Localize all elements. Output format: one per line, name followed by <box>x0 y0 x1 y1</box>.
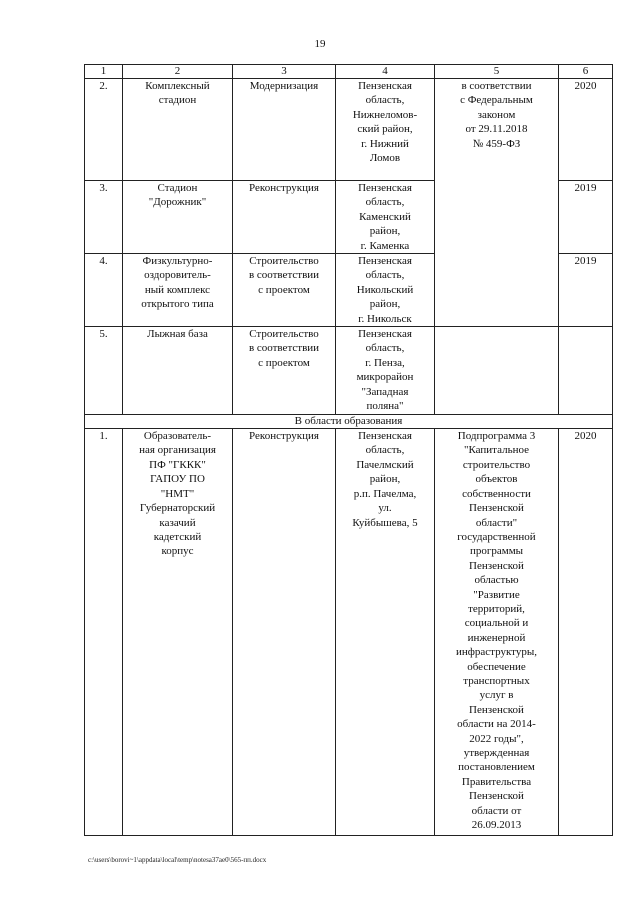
cell-line: г. Каменка <box>360 239 410 252</box>
location <box>336 327 435 415</box>
cell-line: ная организация <box>139 444 216 457</box>
cell-line: Пензенская <box>358 255 412 268</box>
cell-line: казачий <box>159 516 196 529</box>
cell-line: Строительство <box>249 255 319 268</box>
cell-line: Ломов <box>369 152 401 165</box>
cell-line: г. Нижний <box>361 137 409 150</box>
cell-line: 26.09.2013 <box>471 819 522 832</box>
column-number: 3 <box>233 65 336 79</box>
cell-line: область, <box>365 444 405 457</box>
column-number: 6 <box>559 65 613 79</box>
cell-line: кадетский <box>153 530 202 543</box>
cell-line: Физкультурно- <box>142 255 213 268</box>
cell-line: Пензенской <box>469 703 524 716</box>
work-type <box>233 254 336 327</box>
cell-line: законом <box>477 108 516 121</box>
cell-line: корпус <box>161 545 194 558</box>
object-name <box>123 254 233 327</box>
cell-line: Пензенской <box>469 559 524 572</box>
cell-line: область, <box>365 269 405 282</box>
cell-line: Строительство <box>249 328 319 341</box>
work-type <box>233 79 336 181</box>
object-name <box>123 79 233 181</box>
cell-line: области от <box>471 804 522 817</box>
cell-line: "НМТ" <box>160 487 195 500</box>
cell-line: Каменский <box>359 210 411 223</box>
location <box>336 79 435 181</box>
work-type <box>233 429 336 836</box>
column-number-row <box>85 65 613 79</box>
cell-line: Лыжная база <box>147 328 208 341</box>
cell-line: № 459-ФЗ <box>472 137 521 150</box>
cell-line: обеспечение <box>467 660 526 673</box>
cell-line: Пензенской <box>469 790 524 803</box>
page-number: 19 <box>314 38 326 50</box>
object-name <box>123 181 233 254</box>
file-path: c:\users\borovi~1\appdata\local\temp\notesa37ae0\565-пп.docx <box>88 856 267 864</box>
cell-line: Пензенская <box>358 182 412 194</box>
cell-line: оздоровитель- <box>144 269 211 282</box>
row-number: 4. <box>85 254 123 327</box>
cell-line: Куйбышева, 5 <box>352 516 418 529</box>
cell-line: Правительства <box>461 775 532 788</box>
cell-line: ный комплекс <box>144 283 211 296</box>
year: 2020 <box>559 79 613 181</box>
cell-line: 2022 годы", <box>469 732 524 745</box>
cell-line: собственности <box>462 487 531 500</box>
cell-line: государственной <box>457 530 536 543</box>
legal-basis <box>435 429 559 836</box>
section-title: В области образования <box>85 415 613 429</box>
table-row <box>85 327 613 415</box>
cell-line: строительство <box>462 458 531 471</box>
cell-line: области на 2014- <box>457 718 536 731</box>
cell-line: в соответствии <box>248 342 320 355</box>
column-number: 2 <box>123 65 233 79</box>
cell-line: социальной и <box>464 617 529 630</box>
cell-line: "Дорожник" <box>148 196 207 209</box>
column-number: 4 <box>336 65 435 79</box>
cell-line: объектов <box>475 473 518 486</box>
location <box>336 254 435 327</box>
cell-line: р.п. Пачелма, <box>353 487 417 500</box>
location <box>336 181 435 254</box>
cell-line: Комплексный <box>145 80 210 92</box>
cell-line: Реконструкция <box>249 430 319 443</box>
cell-line: область, <box>365 342 405 355</box>
cell-line: с проектом <box>258 283 310 296</box>
cell-line: область, <box>365 196 405 209</box>
cell-line: Стадион <box>157 182 198 194</box>
cell-line: транспортных <box>463 674 530 687</box>
cell-line: услуг в <box>479 689 514 702</box>
cell-line: Пензенская <box>358 430 412 443</box>
cell-line: поляна" <box>366 400 404 413</box>
work-type <box>233 327 336 415</box>
cell-line: ул. <box>378 502 392 515</box>
cell-line: Пачелмский <box>356 458 414 471</box>
cell-line: инфраструктуры, <box>456 646 537 659</box>
cell-line: Пензенской <box>469 502 524 515</box>
cell-line: Образователь- <box>143 430 212 443</box>
cell-line: инженерной <box>467 631 526 644</box>
cell-line: Губернаторский <box>139 502 216 515</box>
cell-line: от 29.11.2018 <box>465 123 528 136</box>
cell-line: в соответствии <box>461 80 532 92</box>
cell-line: г. Никольск <box>358 312 412 325</box>
cell-line: "Западная <box>361 385 409 398</box>
table-row <box>85 79 613 181</box>
cell-line: область, <box>365 94 405 107</box>
cell-line: программы <box>469 545 524 558</box>
cell-line: области" <box>475 516 518 529</box>
cell-line: г. Пенза, <box>365 356 405 369</box>
cell-line: Подпрограмма 3 <box>457 430 536 443</box>
cell-line: постановлением <box>458 761 535 774</box>
cell-line: областью <box>474 574 519 587</box>
cell-line: Пензенская <box>358 328 412 341</box>
section-row <box>85 415 613 429</box>
object-name <box>123 429 233 836</box>
investment-objects-table <box>84 64 613 836</box>
cell-line: с Федеральным <box>460 94 533 107</box>
year: 2020 <box>559 429 613 836</box>
cell-line: микрорайон <box>356 371 414 384</box>
legal-basis <box>435 327 559 415</box>
row-number: 2. <box>85 79 123 181</box>
cell-line: район, <box>369 473 401 486</box>
cell-line: стадион <box>158 94 197 107</box>
row-number: 3. <box>85 181 123 254</box>
cell-line: "Капитальное <box>463 444 530 457</box>
cell-line: Нижнеломов- <box>352 108 418 121</box>
cell-line: утвержденная <box>463 747 530 759</box>
cell-line: ПФ "ГККК" <box>149 458 206 471</box>
cell-line: район, <box>369 298 401 311</box>
year: 2019 <box>559 254 613 327</box>
cell-line: территорий, <box>468 602 525 615</box>
location <box>336 429 435 836</box>
table-row <box>85 429 613 836</box>
column-number: 1 <box>85 65 123 79</box>
row-number: 1. <box>85 429 123 836</box>
legal-basis <box>435 79 559 327</box>
cell-line: ский район, <box>357 123 413 136</box>
object-name <box>123 327 233 415</box>
year <box>559 327 613 415</box>
cell-line: Реконструкция <box>249 182 319 194</box>
cell-line: район, <box>369 225 401 238</box>
column-number: 5 <box>435 65 559 79</box>
cell-line: в соответствии <box>248 269 320 282</box>
cell-line: "Развитие <box>473 588 520 601</box>
year: 2019 <box>559 181 613 254</box>
cell-line: ГАПОУ ПО <box>150 473 205 486</box>
cell-line: с проектом <box>258 356 310 369</box>
cell-line: открытого типа <box>141 298 214 311</box>
cell-line: Пензенская <box>358 80 412 92</box>
cell-line: Модернизация <box>249 80 319 92</box>
row-number: 5. <box>85 327 123 415</box>
cell-line: Никольский <box>356 283 414 296</box>
work-type <box>233 181 336 254</box>
